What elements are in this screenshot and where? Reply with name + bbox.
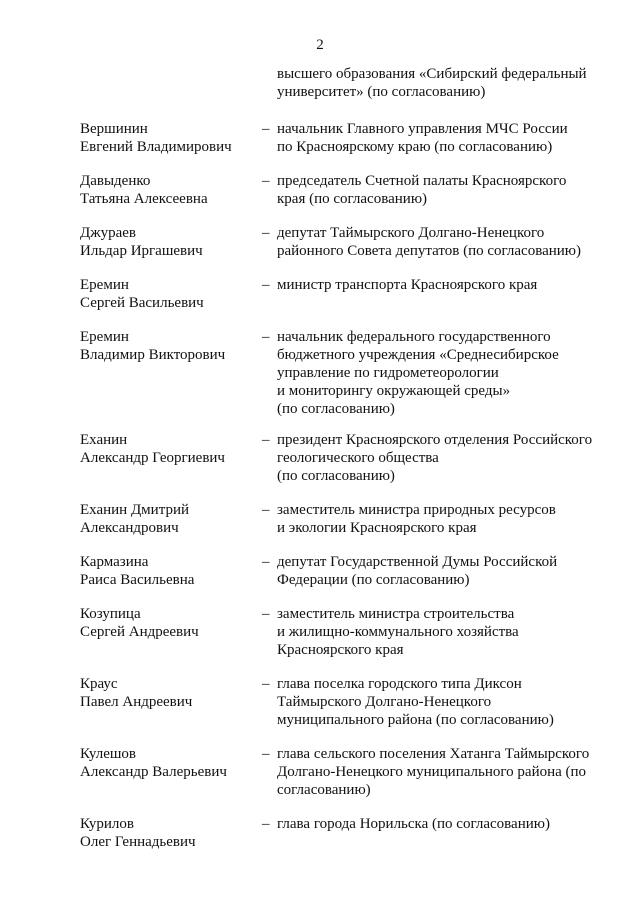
member-name-line: Александрович — [80, 520, 179, 536]
member-role-line: муниципального района (по согласованию) — [277, 712, 554, 728]
member-role-line: заместитель министра строительства — [277, 606, 515, 622]
dash-separator: – — [262, 329, 270, 345]
member-role-line: глава сельского поселения Хатанга Таймырского — [277, 746, 590, 762]
member-role-line: Таймырского Долгано-Ненецкого — [277, 694, 492, 710]
member-name-line: Олег Геннадьевич — [80, 834, 196, 850]
dash-separator: – — [262, 502, 270, 518]
member-name-line: Евгений Владимирович — [80, 139, 232, 155]
member-role — [277, 745, 612, 799]
member-name-line: Ильдар Иргашевич — [80, 243, 203, 259]
member-name-line: Раиса Васильевна — [80, 572, 195, 588]
member-role-line: (по согласованию) — [277, 401, 395, 417]
member-role — [277, 431, 612, 485]
dash-separator: – — [262, 676, 270, 692]
intro-continuation — [277, 65, 617, 101]
member-name-line: Курилов — [80, 816, 134, 832]
member-role — [277, 815, 612, 833]
dash-separator: – — [262, 173, 270, 189]
member-name-line: Еремин — [80, 329, 129, 345]
member-role-line: депутат Таймырского Долгано-Ненецкого — [277, 225, 545, 241]
dash-separator: – — [262, 121, 270, 137]
member-role-line: управление по гидрометеорологии — [277, 365, 499, 381]
member-name — [80, 605, 260, 641]
member-name-line: Кармазина — [80, 554, 149, 570]
member-role — [277, 675, 612, 729]
member-name-line: Сергей Васильевич — [80, 295, 204, 311]
dash-separator: – — [262, 432, 270, 448]
member-name-line: Козупица — [80, 606, 141, 622]
member-name — [80, 224, 260, 260]
member-role-line: глава города Норильска (по согласованию) — [277, 816, 550, 832]
dash-separator: – — [262, 554, 270, 570]
member-role-line: геологического общества — [277, 450, 439, 466]
member-role-line: Долгано-Ненецкого муниципального района (по — [277, 764, 587, 780]
member-role-line: и мониторингу окружающей среды» — [277, 383, 511, 399]
member-name-line: Давыденко — [80, 173, 151, 189]
member-role-line: депутат Государственной Думы Российской — [277, 554, 558, 570]
member-role — [277, 553, 612, 589]
page-number: 2 — [316, 37, 324, 53]
member-name-line: Александр Валерьевич — [80, 764, 227, 780]
dash-separator: – — [262, 746, 270, 762]
intro-line: высшего образования «Сибирский федеральный — [277, 66, 587, 82]
member-role — [277, 328, 612, 418]
member-role — [277, 501, 612, 537]
member-role-line: согласованию) — [277, 782, 371, 798]
member-name-line: Кулешов — [80, 746, 136, 762]
member-name-line: Александр Георгиевич — [80, 450, 225, 466]
member-name — [80, 745, 260, 781]
member-role-line: бюджетного учреждения «Среднесибирское — [277, 347, 559, 363]
member-name-line: Владимир Викторович — [80, 347, 226, 363]
member-name-line: Краус — [80, 676, 118, 692]
member-name — [80, 431, 260, 467]
member-role-line: начальник Главного управления МЧС России — [277, 121, 568, 137]
member-role-line: и экологии Красноярского края — [277, 520, 477, 536]
member-role-line: министр транспорта Красноярского края — [277, 277, 538, 293]
member-role-line: Федерации (по согласованию) — [277, 572, 470, 588]
member-role — [277, 172, 612, 208]
dash-separator: – — [262, 277, 270, 293]
member-name-line: Еханин — [80, 432, 128, 448]
member-name — [80, 675, 260, 711]
member-name-line: Еханин Дмитрий — [80, 502, 189, 518]
member-role — [277, 224, 612, 260]
member-role-line: председатель Счетной палаты Красноярского — [277, 173, 567, 189]
member-name — [80, 120, 260, 156]
member-role-line: президент Красноярского отделения Российского — [277, 432, 593, 448]
member-name-line: Павел Андреевич — [80, 694, 193, 710]
member-name-line: Вершинин — [80, 121, 148, 137]
member-role-line: заместитель министра природных ресурсов — [277, 502, 556, 518]
member-role — [277, 120, 612, 156]
dash-separator: – — [262, 606, 270, 622]
member-role — [277, 605, 612, 659]
member-name-line: Татьяна Алексеевна — [80, 191, 208, 207]
member-name — [80, 553, 260, 589]
member-role — [277, 276, 612, 294]
member-role-line: глава поселка городского типа Диксон — [277, 676, 522, 692]
member-role-line: и жилищно-коммунального хозяйства — [277, 624, 519, 640]
member-name-line: Еремин — [80, 277, 129, 293]
member-role-line: края (по согласованию) — [277, 191, 428, 207]
member-role-line: начальник федерального государственного — [277, 329, 551, 345]
member-name — [80, 172, 260, 208]
intro-line: университет» (по согласованию) — [277, 84, 486, 100]
member-name-line: Джураев — [80, 225, 136, 241]
member-name — [80, 276, 260, 312]
dash-separator: – — [262, 225, 270, 241]
dash-separator: – — [262, 816, 270, 832]
member-name — [80, 328, 260, 364]
member-role-line: (по согласованию) — [277, 468, 395, 484]
member-role-line: Красноярского края — [277, 642, 404, 658]
member-role-line: по Красноярскому краю (по согласованию) — [277, 139, 553, 155]
member-name — [80, 501, 260, 537]
member-role-line: районного Совета депутатов (по согласованию) — [277, 243, 582, 259]
member-name — [80, 815, 260, 851]
member-name-line: Сергей Андреевич — [80, 624, 199, 640]
